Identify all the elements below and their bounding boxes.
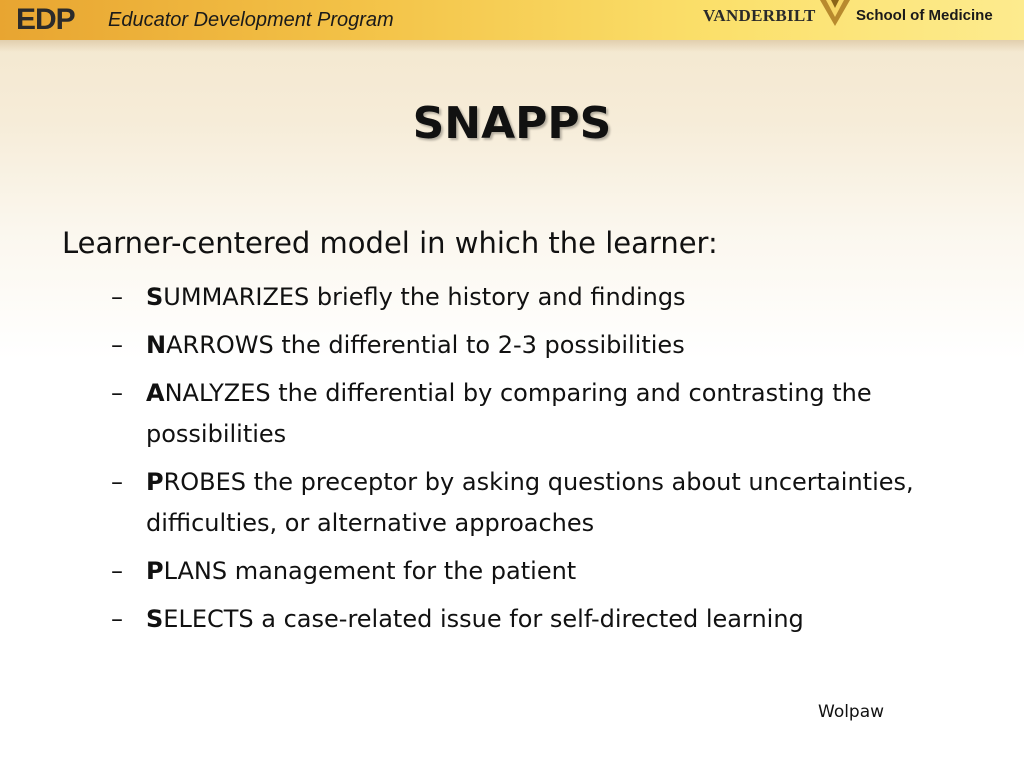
list-item-letter: P <box>146 557 164 585</box>
list-item <box>111 277 1001 318</box>
header-bar <box>0 0 1024 40</box>
list-item <box>111 599 1001 640</box>
citation: Wolpaw <box>818 702 885 722</box>
list-item <box>111 462 1001 544</box>
edp-logo: EDP <box>16 3 75 36</box>
list-item-letter: P <box>146 468 164 496</box>
list-item-letter: N <box>146 331 167 359</box>
list-item <box>111 373 1001 455</box>
list-item-rest: ELECTS a case-related issue for self-directed learning <box>163 605 804 633</box>
list-item-rest: UMMARIZES briefly the history and findings <box>163 283 686 311</box>
list-item-letter: A <box>146 379 165 407</box>
bullet-dash: – <box>111 557 123 585</box>
vanderbilt-v-icon <box>818 0 852 26</box>
bullet-dash: – <box>111 379 123 407</box>
list-item <box>111 551 1001 592</box>
list-item-rest: LANS management for the patient <box>163 557 577 585</box>
list-item-rest: NALYZES the differential by comparing and contrasting the possibilities <box>146 379 872 448</box>
list-item-text <box>146 605 804 633</box>
list-item-rest: ARROWS the differential to 2-3 possibilities <box>166 331 685 359</box>
list-item-text <box>146 331 685 359</box>
list-item-text <box>146 468 914 537</box>
lead-text: Learner-centered model in which the learner: <box>62 226 718 260</box>
list-item-text <box>146 283 686 311</box>
list-item <box>111 325 1001 366</box>
bullet-dash: – <box>111 605 123 633</box>
header-shadow <box>0 40 1024 52</box>
list-item-letter: S <box>146 605 164 633</box>
bullet-dash: – <box>111 468 123 496</box>
vanderbilt-wordmark: VANDERBILT <box>703 6 816 25</box>
bullet-dash: – <box>111 331 123 359</box>
slide-title: SNAPPS <box>412 98 612 149</box>
bullet-dash: – <box>111 283 123 311</box>
list-item-text <box>146 379 872 448</box>
list-item-text <box>146 557 576 585</box>
list-item-letter: S <box>146 283 164 311</box>
school-name: School of Medicine <box>856 7 993 24</box>
list-item-rest: ROBES the preceptor by asking questions about uncertainties, difficulties, or alternative approaches <box>146 468 914 537</box>
program-name: Educator Development Program <box>108 9 394 31</box>
snapps-list <box>111 277 1001 647</box>
